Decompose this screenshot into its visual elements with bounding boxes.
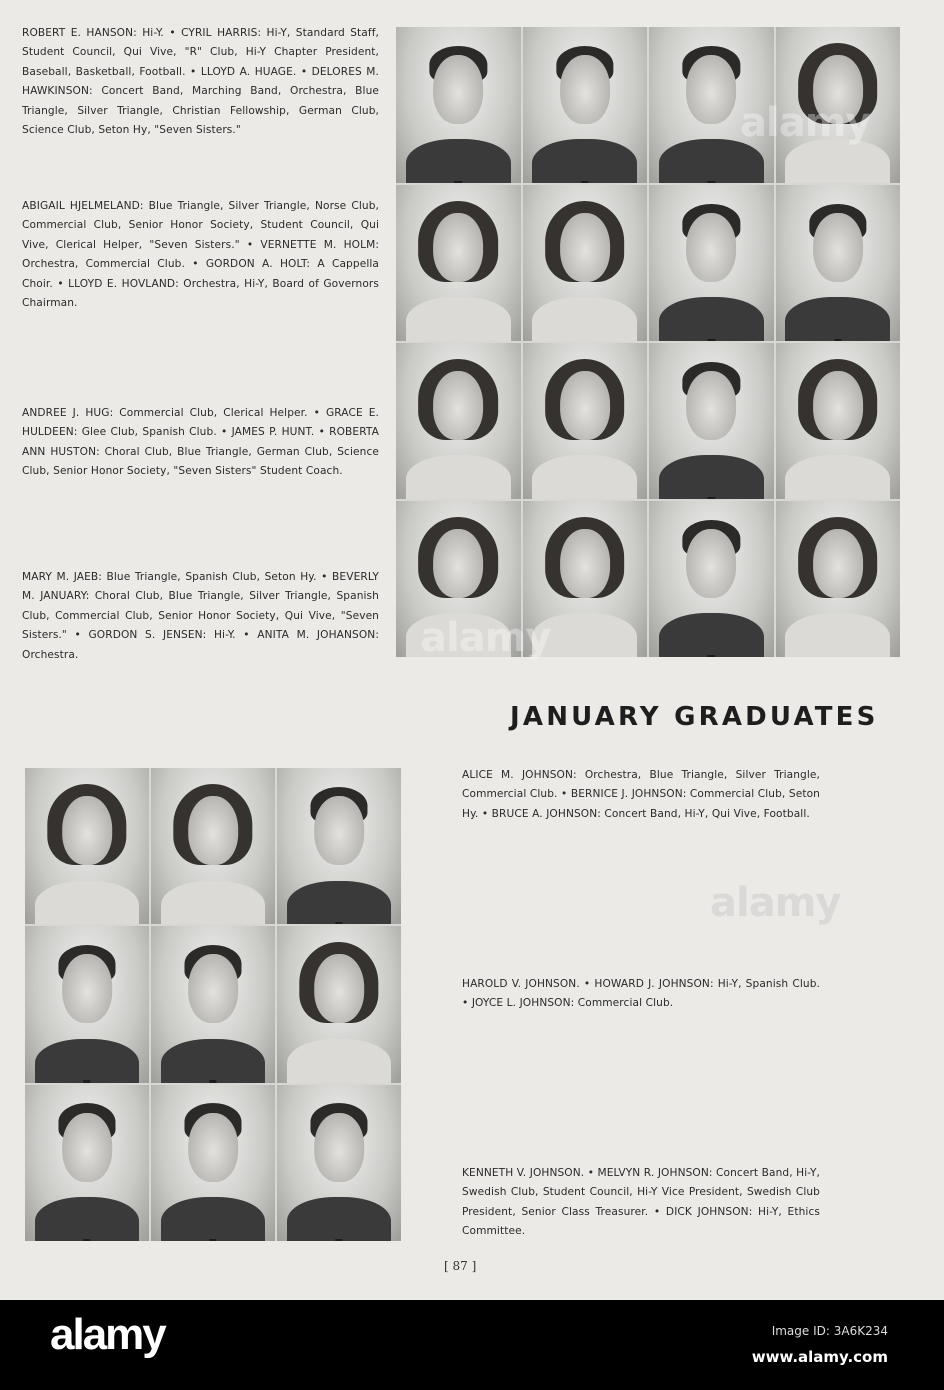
necktie [708, 497, 715, 499]
shoulders [406, 139, 511, 183]
portrait-photo [776, 343, 901, 499]
portrait-photo [776, 27, 901, 183]
portrait-photo [523, 501, 648, 657]
shoulders [35, 1197, 139, 1241]
face [686, 55, 736, 124]
shoulders [406, 297, 511, 341]
shoulders [532, 613, 637, 657]
website-link[interactable]: www.alamy.com [751, 1348, 888, 1366]
face [188, 796, 238, 865]
portrait-photo [277, 768, 401, 924]
shoulders [785, 613, 890, 657]
face [62, 796, 112, 865]
shoulders [161, 881, 265, 925]
necktie [708, 181, 715, 183]
portrait-photo [523, 185, 648, 341]
portrait-photo [151, 1085, 275, 1241]
necktie [209, 1080, 216, 1082]
necktie [83, 1080, 90, 1082]
shoulders [659, 455, 764, 499]
bio-block-4: MARY M. JAEB: Blue Triangle, Spanish Club, Seton Hy. • BEVERLY M. JANUARY: Choral Club, Blue Triangle, Silver Triangle, Spanish Club, Commercial Club, Senior Honor Society, Qui Vive, "Seven Sisters." • GORDON S. JENSEN: Hi-Y. • ANITA M. JOHANSON: Orchestra. [22, 571, 379, 661]
portrait-grid-bottom [25, 768, 401, 1241]
face [314, 954, 364, 1023]
portrait-photo [396, 27, 521, 183]
shoulders [406, 455, 511, 499]
face [188, 1113, 238, 1182]
shoulders [659, 613, 764, 657]
portrait-photo [151, 768, 275, 924]
bio-block-2: ABIGAIL HJELMELAND: Blue Triangle, Silver Triangle, Norse Club, Commercial Club, Senior Honor Society, Student Council, Qui Vive, Clerical Helper, "Seven Sisters." • VERNETTE M. HOLM: Orchestra, Commercial Club. • GORDON A. HOLT: A Cappella Choir. • LLOYD E. HOVLAND: Orchestra, Hi-Y, Board of Governors Chairman. [22, 200, 379, 310]
section-heading: JANUARY GRADUATES [510, 702, 879, 732]
bio-block-6: HAROLD V. JOHNSON. • HOWARD J. JOHNSON: Hi-Y, Spanish Club. • JOYCE L. JOHNSON: Commercial Club. [462, 978, 820, 1010]
face [433, 371, 483, 440]
shoulders [532, 455, 637, 499]
face [813, 213, 863, 282]
face [560, 529, 610, 598]
page-number: [ 87 ] [444, 1259, 477, 1273]
necktie [708, 655, 715, 657]
portrait-photo [649, 501, 774, 657]
portrait-grid-top [396, 27, 900, 657]
face [686, 213, 736, 282]
portrait-photo [151, 926, 275, 1082]
bio-block-7: KENNETH V. JOHNSON. • MELVYN R. JOHNSON: Concert Band, Hi-Y, Swedish Club, Student Council, Hi-Y Vice President, Swedish Club President, Senior Class Treasurer. • DICK JOHNSON: Hi-Y, Ethics Committee. [462, 1167, 820, 1238]
necktie [834, 339, 841, 341]
face [560, 55, 610, 124]
watermark: alamy [740, 100, 871, 146]
necktie [581, 181, 588, 183]
portrait-photo [523, 343, 648, 499]
face [188, 954, 238, 1023]
bio-block-1: ROBERT E. HANSON: Hi-Y. • CYRIL HARRIS: Hi-Y, Standard Staff, Student Council, Qui Vive, "R" Club, Hi-Y Chapter President, Baseball, Basketball, Football. • LLOYD A. HUAGE. • DELORES M. HAWKINSON: Concert Band, Marching Band, Orchestra, Blue Triangle, Silver Triangle, Christian Fellowship, German Club, Science Club, Seton Hy, "Seven Sisters." [22, 27, 379, 137]
shoulders [287, 1039, 391, 1083]
shoulders [35, 1039, 139, 1083]
watermark: alamy [710, 880, 841, 926]
face [62, 1113, 112, 1182]
shoulders [785, 297, 890, 341]
bio-block-3: ANDREE J. HUG: Commercial Club, Clerical Helper. • GRACE E. HULDEEN: Glee Club, Spanish Club. • JAMES P. HUNT. • ROBERTA ANN HUSTON: Choral Club, Blue Triangle, German Club, Science Club, Senior Honor Society, "Seven Sisters" Student Coach. [22, 407, 379, 478]
face [686, 371, 736, 440]
shoulders [287, 1197, 391, 1241]
face [560, 371, 610, 440]
necktie [209, 1239, 216, 1241]
necktie [335, 1239, 342, 1241]
bio-block-5: ALICE M. JOHNSON: Orchestra, Blue Triangle, Silver Triangle, Commercial Club. • BERNICE J. JOHNSON: Commercial Club, Seton Hy. • BRUCE A. JOHNSON: Concert Band, Hi-Y, Qui Vive, Football. [462, 769, 820, 820]
image-id: Image ID: 3A6K234 [771, 1324, 888, 1338]
shoulders [161, 1197, 265, 1241]
shoulders [35, 881, 139, 925]
shoulders [532, 297, 637, 341]
portrait-photo [776, 501, 901, 657]
portrait-photo [649, 185, 774, 341]
shoulders [785, 139, 890, 183]
shoulders [532, 139, 637, 183]
face [813, 55, 863, 124]
portrait-photo [523, 27, 648, 183]
shoulders [406, 613, 511, 657]
face [62, 954, 112, 1023]
portrait-photo [776, 185, 901, 341]
portrait-photo [396, 185, 521, 341]
shoulders [161, 1039, 265, 1083]
face [433, 213, 483, 282]
face [813, 371, 863, 440]
necktie [455, 181, 462, 183]
face [560, 213, 610, 282]
portrait-photo [396, 343, 521, 499]
footer-bar [0, 1300, 944, 1390]
face [686, 529, 736, 598]
face [433, 529, 483, 598]
necktie [335, 922, 342, 924]
portrait-photo [25, 926, 149, 1082]
necktie [708, 339, 715, 341]
watermark: alamy [420, 615, 551, 661]
portrait-photo [277, 1085, 401, 1241]
necktie [83, 1239, 90, 1241]
face [314, 1113, 364, 1182]
face [813, 529, 863, 598]
face [314, 796, 364, 865]
portrait-photo [396, 501, 521, 657]
portrait-photo [649, 343, 774, 499]
shoulders [659, 297, 764, 341]
portrait-photo [25, 1085, 149, 1241]
portrait-photo [277, 926, 401, 1082]
portrait-photo [649, 27, 774, 183]
shoulders [785, 455, 890, 499]
shoulders [287, 881, 391, 925]
shoulders [659, 139, 764, 183]
face [433, 55, 483, 124]
portrait-photo [25, 768, 149, 924]
alamy-logo: alamy [50, 1310, 165, 1359]
